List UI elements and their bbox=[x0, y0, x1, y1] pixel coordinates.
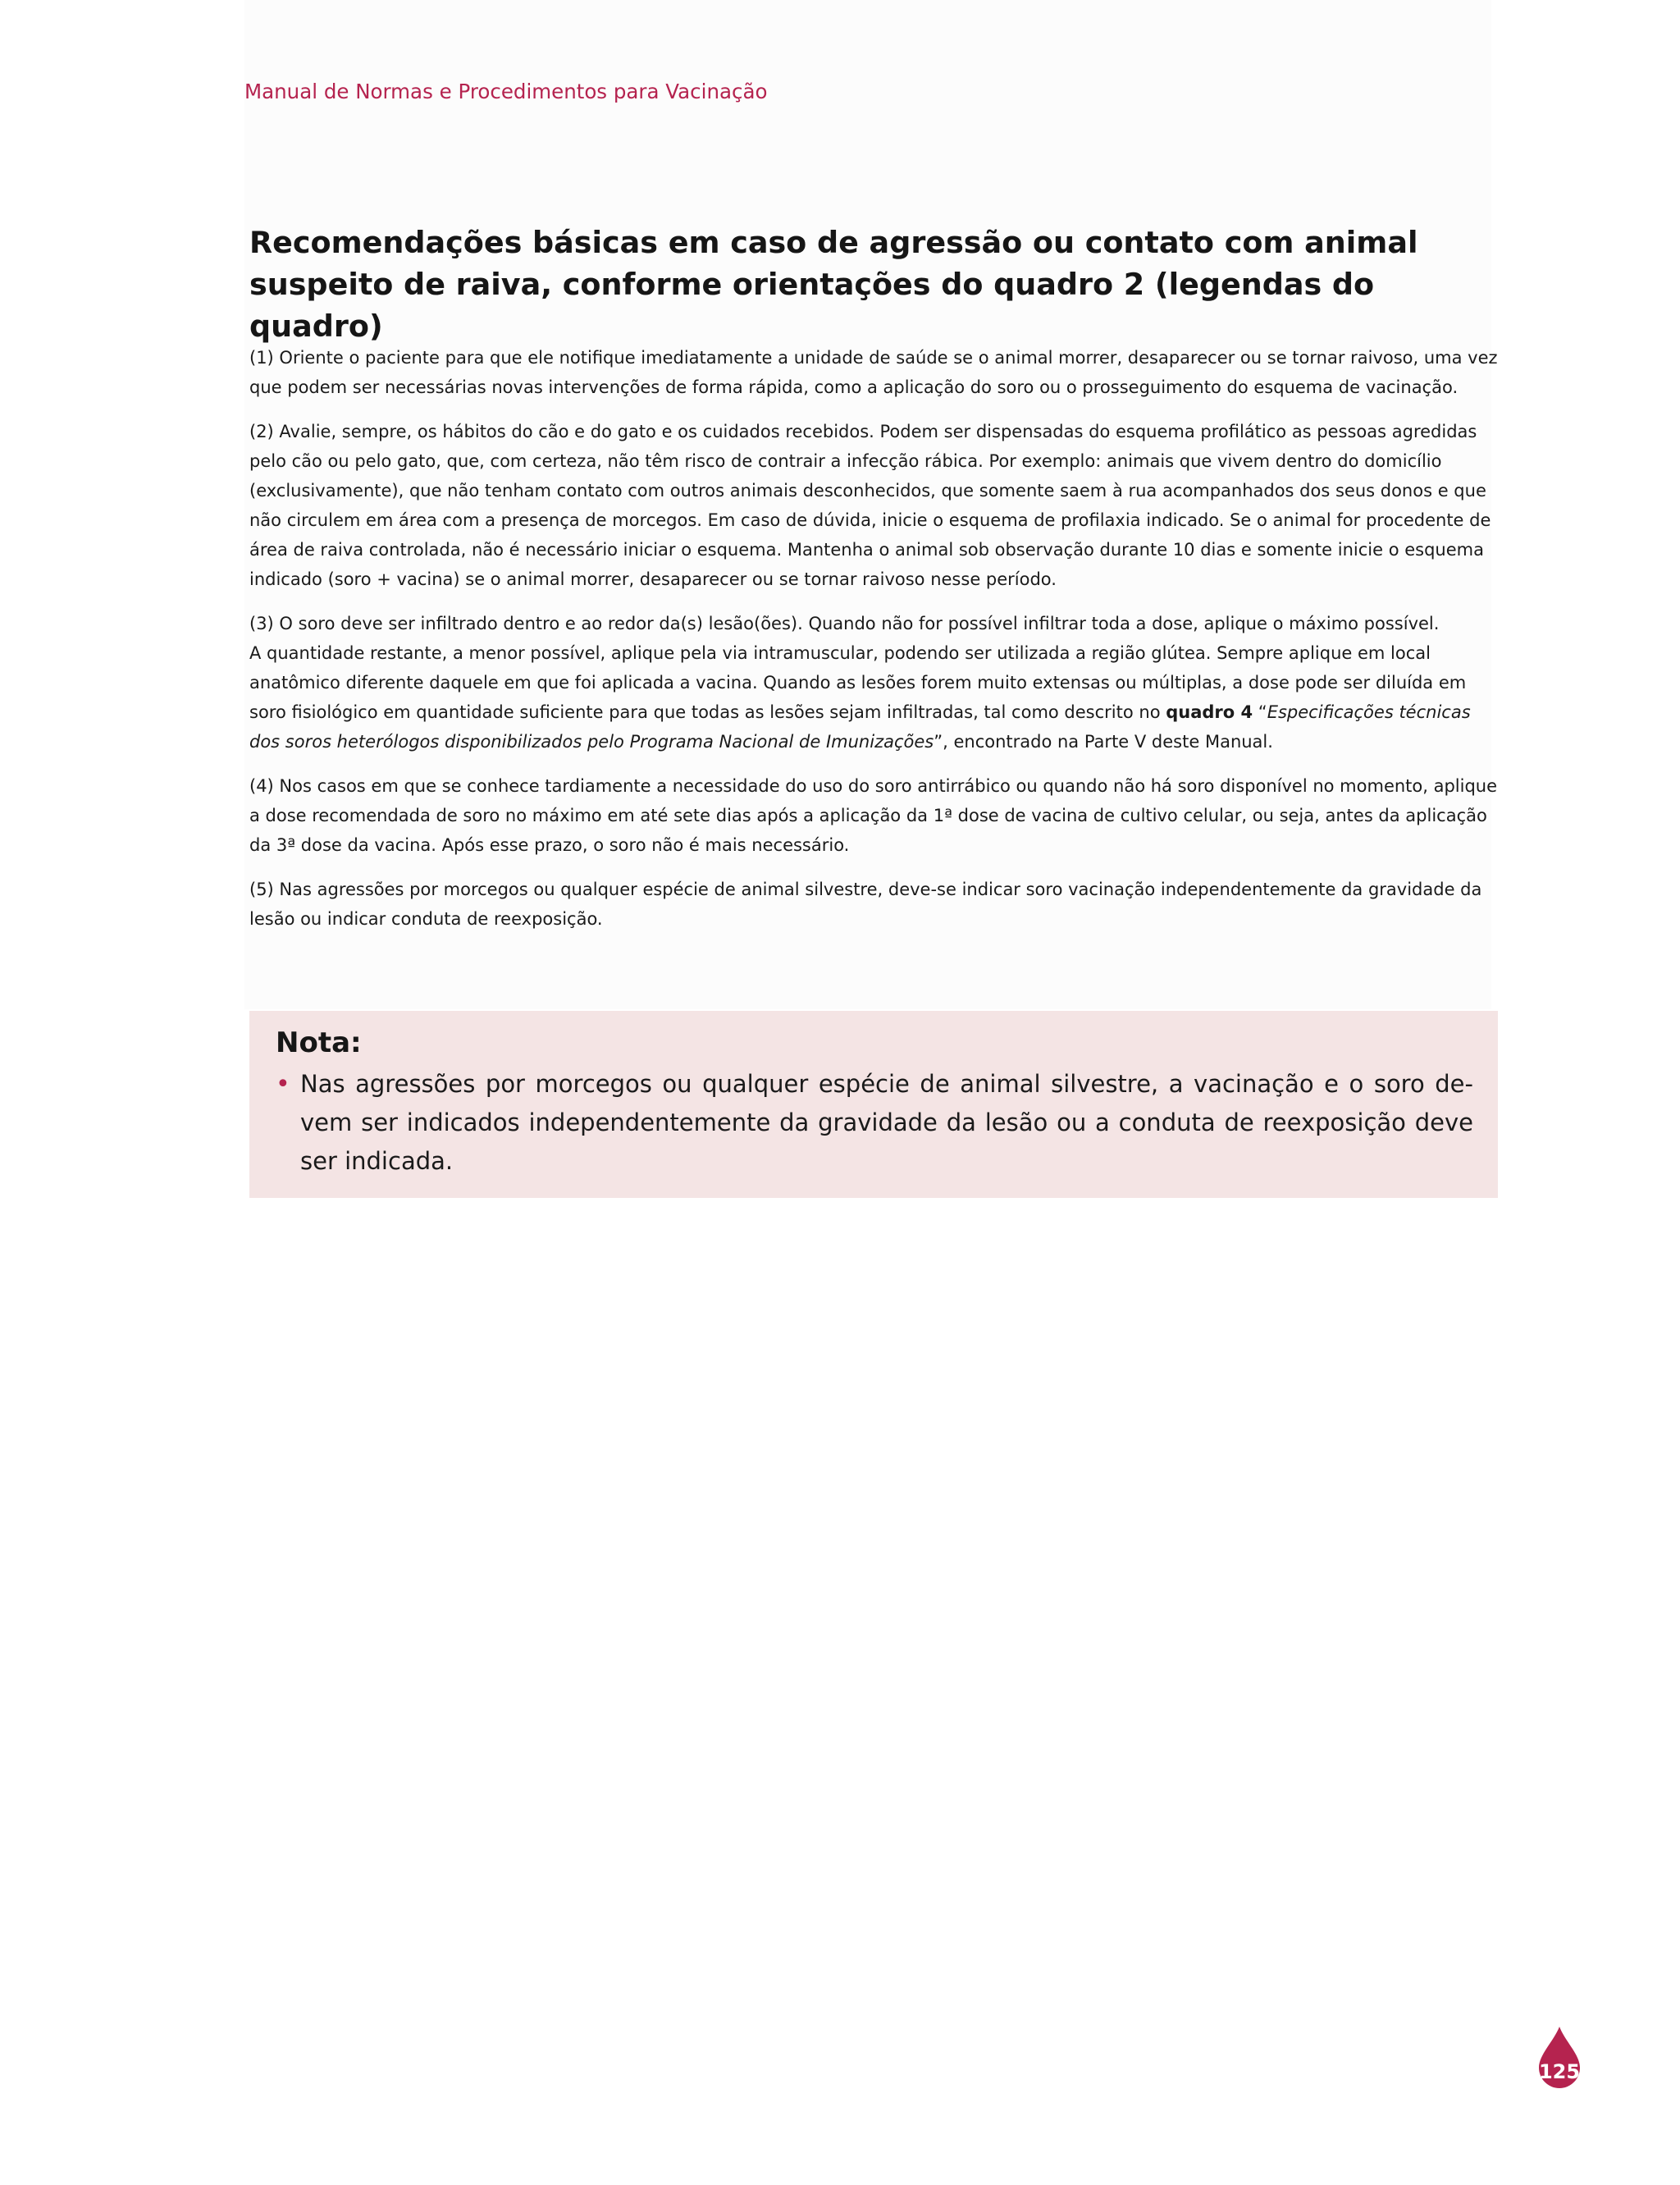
paragraph-4: (4) Nos casos em que se conhece tardiamente a necessidade do uso do soro antirrábico ou quando não há soro disponível no momento, aplique a dose recomendada de soro no máximo em até sete dias após a aplicação da 1ª dose de vacina de cultivo celular, ou seja, antes da aplicação da 3ª dose da vacina. Após esse prazo, o soro não é mais necessário. bbox=[249, 776, 1498, 855]
paragraph-3-text: A quantidade restante, a menor possível, aplique pela via intramuscular, podendo ser utilizada a região glútea. Sempre aplique em local anatômico diferente daquele em que foi aplicada a vacina. Quando as lesões forem muito extensas ou múltiplas, a dose pode ser diluída em soro fisiológico em quantidade suficiente para que todas as lesões sejam infiltradas, tal como descrito no bbox=[249, 643, 1467, 722]
page-number: 125 bbox=[1538, 2060, 1581, 2083]
paragraph-2: (2) Avalie, sempre, os hábitos do cão e do gato e os cuidados recebidos. Podem ser dispensadas do esquema profilático as pessoas agredidas pelo cão ou pelo gato, que, com certeza, não têm risco de contrair a infecção rábica. Por exemplo: animais que vivem dentro do domicílio (exclusivamente), que não tenham contato com outros animais desconhecidos, que somente saem à rua acompanhados dos seus donos e que não circulem em área com a presença de morcegos. Em caso de dúvida, inicie o esquema de profilaxia indicado. Se o animal for procedente de área de raiva controlada, não é necessário iniciar o esquema. Mantenha o animal sob observação durante 10 dias e somente inicie o esquema indicado (soro + vacina) se o animal morrer, desaparecer ou se tornar raivoso nesse período. bbox=[249, 422, 1491, 589]
running-header: Manual de Normas e Procedimentos para Vacinação bbox=[244, 80, 768, 103]
paragraph-1: (1) Oriente o paciente para que ele notifique imediatamente a unidade de saúde se o animal morrer, desaparecer ou se tornar raivoso, uma vez que podem ser necessárias novas intervenções de forma rápida, como a aplicação do soro ou o prosseguimento do esquema de vacinação. bbox=[249, 348, 1498, 397]
note-box bbox=[249, 1011, 1498, 1198]
paragraph-3 bbox=[249, 609, 1498, 757]
bullet-icon: • bbox=[276, 1070, 290, 1099]
page-number-badge bbox=[1536, 2025, 1583, 2091]
paragraph-3-tail: ”, encontrado na Parte V deste Manual. bbox=[934, 732, 1273, 752]
paragraph-3-open-quote: “ bbox=[1253, 702, 1267, 722]
paragraph-3-table-title: Especificações técnicas dos soros heterólogos disponibilizados pelo Programa Nacional de Imunizações bbox=[249, 702, 1471, 752]
legend-paragraphs bbox=[249, 343, 1498, 949]
paragraph-3-line-1: (3) O soro deve ser infiltrado dentro e ao redor da(s) lesão(ões). Quando não for possível infiltrar toda a dose, aplique o máximo possível. bbox=[249, 614, 1440, 633]
paragraph-5: (5) Nas agressões por morcegos ou qualquer espécie de animal silvestre, deve-se indicar soro vacinação independentemente da gravidade da lesão ou indicar conduta de reexposição. bbox=[249, 880, 1482, 929]
note-title: Nota: bbox=[276, 1026, 362, 1059]
paragraph-3-table-reference: quadro 4 bbox=[1166, 702, 1253, 722]
note-list-item bbox=[276, 1065, 1473, 1181]
note-text: Nas agressões por morcegos ou qualquer espécie de animal silvestre, a vacinação e o soro devem ser indicados independentemente da gravidade da lesão ou a conduta de reexposição deve ser indicada. bbox=[300, 1070, 1473, 1175]
section-title: Recomendações básicas em caso de agressão ou contato com animal suspeito de raiva, conforme orientações do quadro 2 (legendas do quadro) bbox=[249, 225, 1418, 344]
